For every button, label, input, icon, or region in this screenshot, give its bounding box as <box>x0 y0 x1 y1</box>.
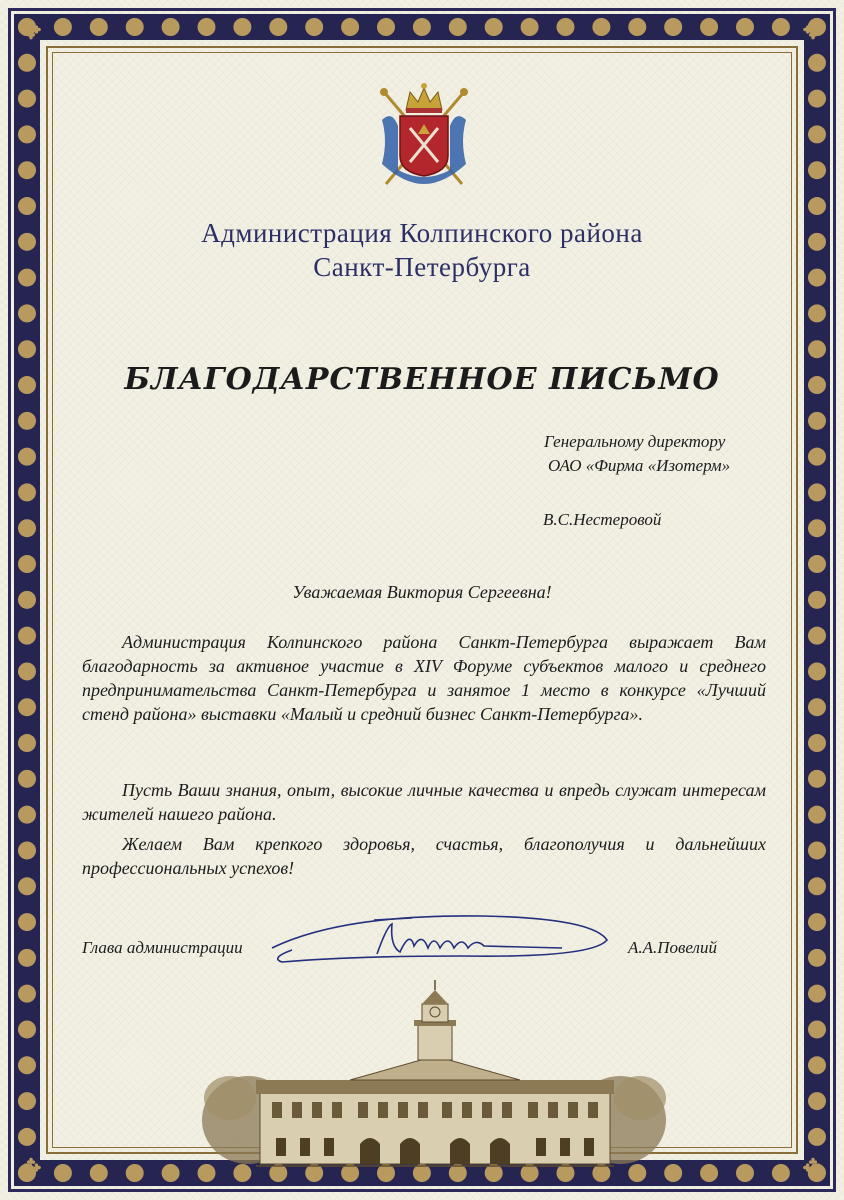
organization-city: Санкт-Петербурга <box>313 252 531 282</box>
handwritten-signature <box>262 906 622 976</box>
signature-label: Глава администрации <box>82 938 243 957</box>
body-paragraph-2: Пусть Ваши знания, опыт, высокие личные качества и впредь служат интересам жителей нашего района. <box>82 780 766 824</box>
organization-name: Администрация Колпинского района <box>201 218 643 248</box>
coat-of-arms-icon <box>374 80 474 190</box>
addressee-company: ОАО «Фирма «Изотерм» <box>548 456 731 475</box>
body-paragraph-3: Желаем Вам крепкого здоровья, счастья, благополучия и дальнейших профессиональных успехов! <box>82 834 766 878</box>
document-title: БЛАГОДАРСТВЕННОЕ ПИСЬМО <box>124 362 720 397</box>
greeting: Уважаемая Виктория Сергеевна! <box>292 582 552 602</box>
body-paragraph-1: Администрация Колпинского района Санкт-Петербурга выражает Вам благодарность за активное участие в XIV Форуме субъектов малого и среднего предпринимательства Санкт-Петербурга и занятое 1 место в конкурсе «Лучший стенд района» выставки «Малый и средний бизнес Санкт-Петербурга». <box>82 632 766 724</box>
corner-ornament-icon: ✥ <box>20 16 42 46</box>
signatory-name: А.А.Повелий <box>628 938 717 957</box>
addressee-name: В.С.Нестеровой <box>543 510 662 529</box>
corner-ornament-icon: ✥ <box>802 16 824 46</box>
corner-ornament-icon: ✥ <box>20 1154 42 1184</box>
addressee-position: Генеральному директору <box>544 432 726 451</box>
building-illustration <box>200 980 670 1170</box>
corner-ornament-icon: ✥ <box>802 1154 824 1184</box>
